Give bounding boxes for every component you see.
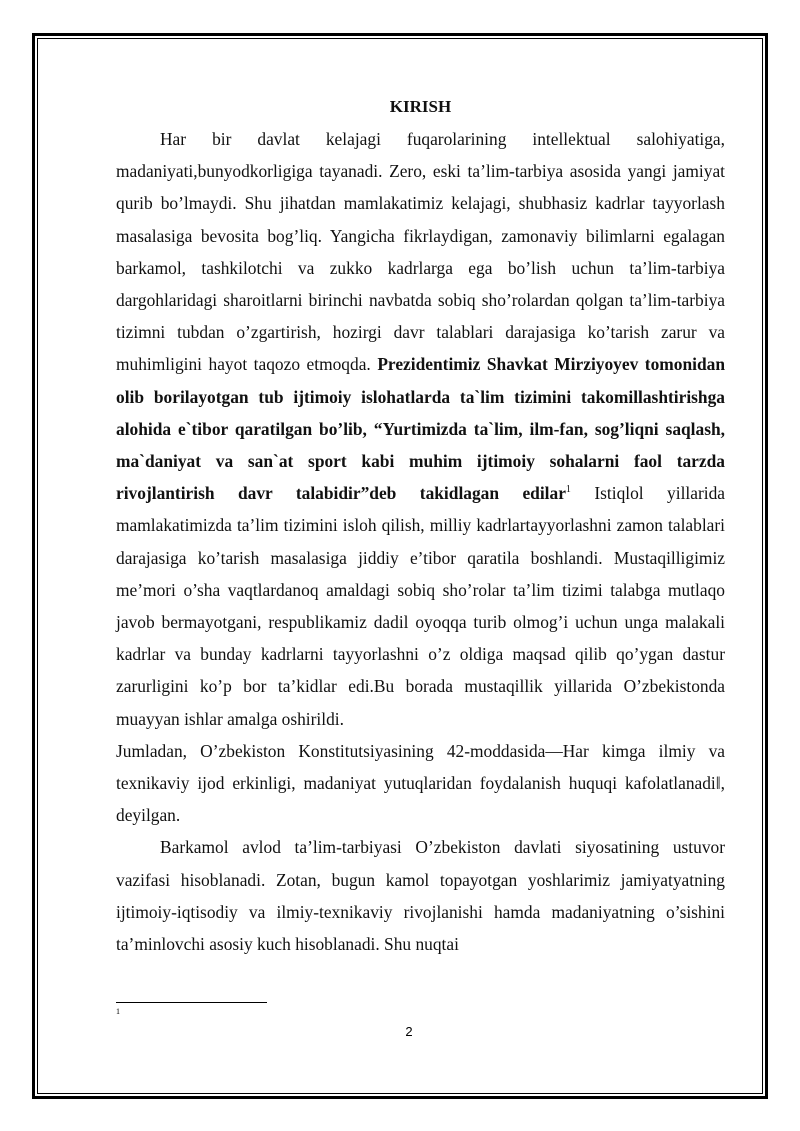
paragraph-1-lead: Har bir davlat kelajagi fuqarolarining intellektual salohiyatiga, madaniyati,bunyodkorligiga tayanadi. Zero, eski ta’lim-tarbiya asosida yangi jamiyat qurib bo’lmaydi. Shu jihatdan mamlakatimiz kelajagi, shubhasiz kadrlar tayyorlash masalasiga bevosita bog’liq. Yangicha fikrlaydigan, zamonaviy bilimlarni egalagan barkamol, tashkilotchi va zukko kadrlarga ega bo’lish uchun ta’lim-tarbiya dargohlaridagi sharoitlarni birinchi navbatda sobiq sho’rolardan qolgan ta’lim-tarbiya tizimni tubdan o’zgartirish, hozirgi davr talablari darajasiga ko’tarish zarur va muhimligini hayot taqozo etmoqda. <box>116 129 725 375</box>
footnote-number: 1 <box>116 1007 120 1016</box>
page-title: KIRISH <box>389 97 452 116</box>
page-number: 2 <box>405 1024 413 1039</box>
footnote-separator <box>116 1002 267 1003</box>
paragraph-1-tail: Istiqlol yillarida mamlakatimizda ta’lim tizimini isloh qilish, milliy kadrlartayyorlashni zamon talablari darajasiga ko’tarish masalasiga jiddiy e’tibor qaratila boshlandi. Mustaqilligimiz me’mori o’sha vaqtlardanoq amaldagi sobiq sho’rolar ta’lim tizimi talabga mutlaqo javob bermayotgani, respublikamiz dadil oyoqqa turib olmog’i uchun unga malakali kadrlar va bunday kadrlarni tayyorlashni o’z oldiga maqsad qilib qo’ygan dastur zarurligini ko’p bor ta’kidlar edi.Bu borada mustaqillik yillarida O’zbekistonda muayyan ishlar amalga oshirildi. <box>116 483 725 729</box>
paragraph-3: Barkamol avlod ta’lim-tarbiyasi O’zbekiston davlati siyosatining ustuvor vazifasi hisoblanadi. Zotan, bugun kamol topayotgan yoshlarimiz jamiyatyatning ijtimoiy-iqtisodiy va ilmiy-texnikaviy rivojlanishi hamda madaniyatning o’sishini ta’minlovchi asosiy kuch hisoblanadi. Shu nuqtai <box>116 837 725 955</box>
footnote-reference[interactable]: 1 <box>565 484 571 496</box>
paragraph-1-bold-quote: Prezidentimiz Shavkat Mirziyoyev tomonidan olib borilayotgan tub ijtimoiy islohatlarda ta`lim tizimini takomillashtirishga alohida e`tibor qaratilgan bo’lib, “Yurtimizda ta`lim, ilm-fan, sog’liqni saqlash, ma`daniyat va san`at sport kabi muhim ijtimoiy sohalarni faol tarzda rivojlantirish davr talabidir”deb takidlagan edilar <box>116 354 726 504</box>
document-body <box>116 91 725 960</box>
paragraph-2: Jumladan, O’zbekiston Konstitutsiyasining 42-moddasida—Har kimga ilmiy va texnikaviy ijod erkinligi, madaniyat yutuqlaridan foydalanish huquqi kafolatlanadi‖, deyilgan. <box>116 740 725 826</box>
paragraph-1 <box>116 123 725 735</box>
